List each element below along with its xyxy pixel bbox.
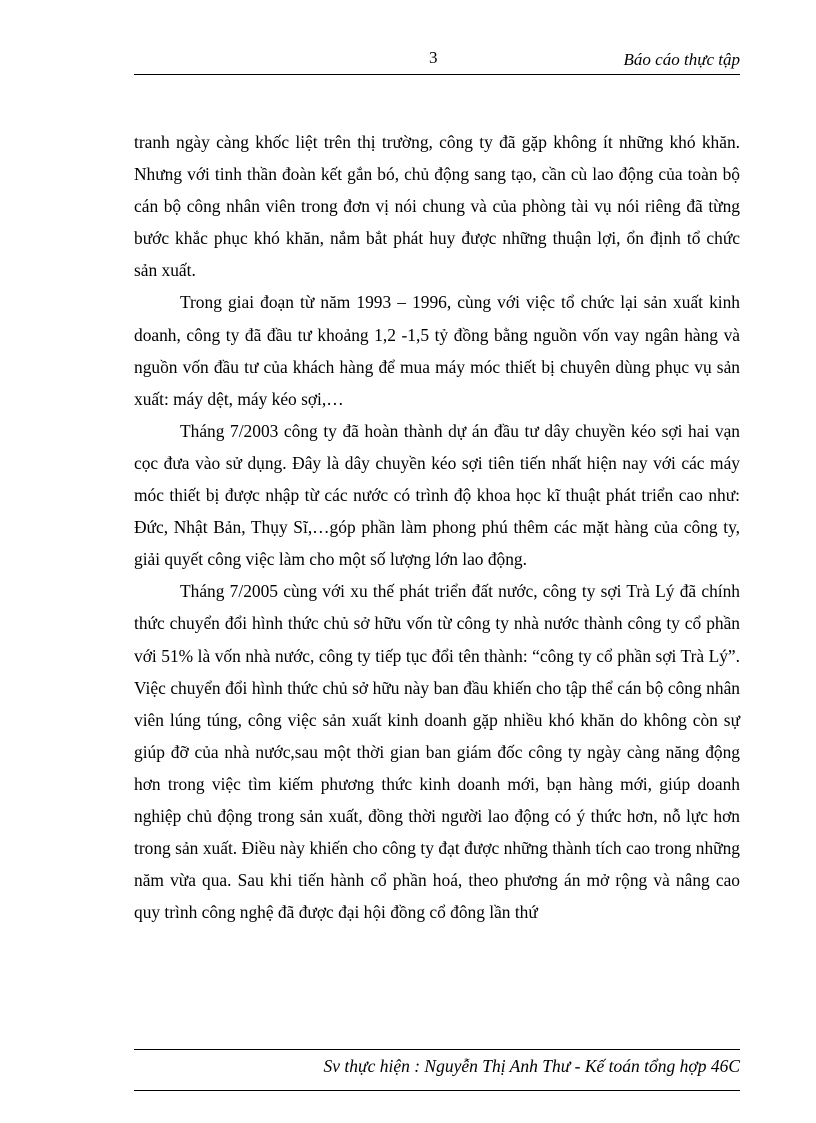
page-header	[134, 48, 740, 75]
page-number: 3	[429, 48, 438, 67]
header-title: Báo cáo thực tập	[623, 50, 740, 69]
paragraph-1993-1996: Trong giai đoạn từ năm 1993 – 1996, cùng với việc tổ chức lại sản xuất kinh doanh, công ty đã đầu tư khoảng 1,2 -1,5 tỷ đồng bằng nguồn vốn vay ngân hàng và nguồn vốn đầu tư của khách hàng để mua máy móc thiết bị chuyên dùng phục vụ sản xuất: máy dệt, máy kéo sợi,…	[134, 292, 740, 409]
paragraph-2005: Tháng 7/2005 cùng với xu thế phát triển đất nước, công ty sợi Trà Lý đã chính thức chuyển đổi hình thức chủ sở hữu vốn từ công ty nhà nước thành công ty cổ phần với 51% là vốn nhà nước, công ty tiếp tục đổi tên thành: “công ty cổ phần sợi Trà Lý”. Việc chuyển đổi hình thức chủ sở hữu này ban đầu khiến cho tập thể cán bộ công nhân viên lúng túng, công việc sản xuất kinh doanh gặp nhiều khó khăn do không còn sự giúp đỡ của nhà nước,sau một thời gian ban giám đốc công ty ngày càng năng động hơn trong việc tìm kiếm phương thức kinh doanh mới, bạn hàng mới, giúp doanh nghiệp chủ động trong sản xuất, đồng thời người lao động có ý thức hơn, nỗ lực hơn trong sản xuất. Điều này khiến cho công ty đạt được những thành tích cao trong những năm vừa qua. Sau khi tiến hành cổ phần hoá, theo phương án mở rộng và nâng cao quy trình công nghệ đã được đại hội đồng cổ đông lần thứ	[134, 581, 740, 923]
paragraph-2003: Tháng 7/2003 công ty đã hoàn thành dự án đầu tư dây chuyền kéo sợi hai vạn cọc đưa vào sử dụng. Đây là dây chuyền kéo sợi tiên tiến nhất hiện nay với các máy móc thiết bị được nhập từ các nước có trình độ khoa học kĩ thuật phát triển cao như: Đức, Nhật Bản, Thụy Sĩ,…góp phần làm phong phú thêm các mặt hàng của công ty, giải quyết công việc làm cho một số lượng lớn lao động.	[134, 420, 740, 570]
document-body	[134, 126, 740, 928]
paragraph-continuation: tranh ngày càng khốc liệt trên thị trường, công ty đã gặp không ít những khó khăn. Nhưng với tinh thần đoàn kết gắn bó, chủ động sang tạo, cần cù lao động của toàn bộ cán bộ công nhân viên trong đơn vị nói chung và của phòng tài vụ nói riêng đã từng bước khắc phục khó khăn, nắm bắt phát huy được những thuận lợi, ổn định tổ chức sản xuất.	[134, 132, 740, 281]
footer-divider	[134, 1090, 740, 1091]
page-footer	[134, 1049, 740, 1076]
footer-text: Sv thực hiện : Nguyễn Thị Anh Thư - Kế toán tổng hợp 46C	[323, 1056, 740, 1076]
